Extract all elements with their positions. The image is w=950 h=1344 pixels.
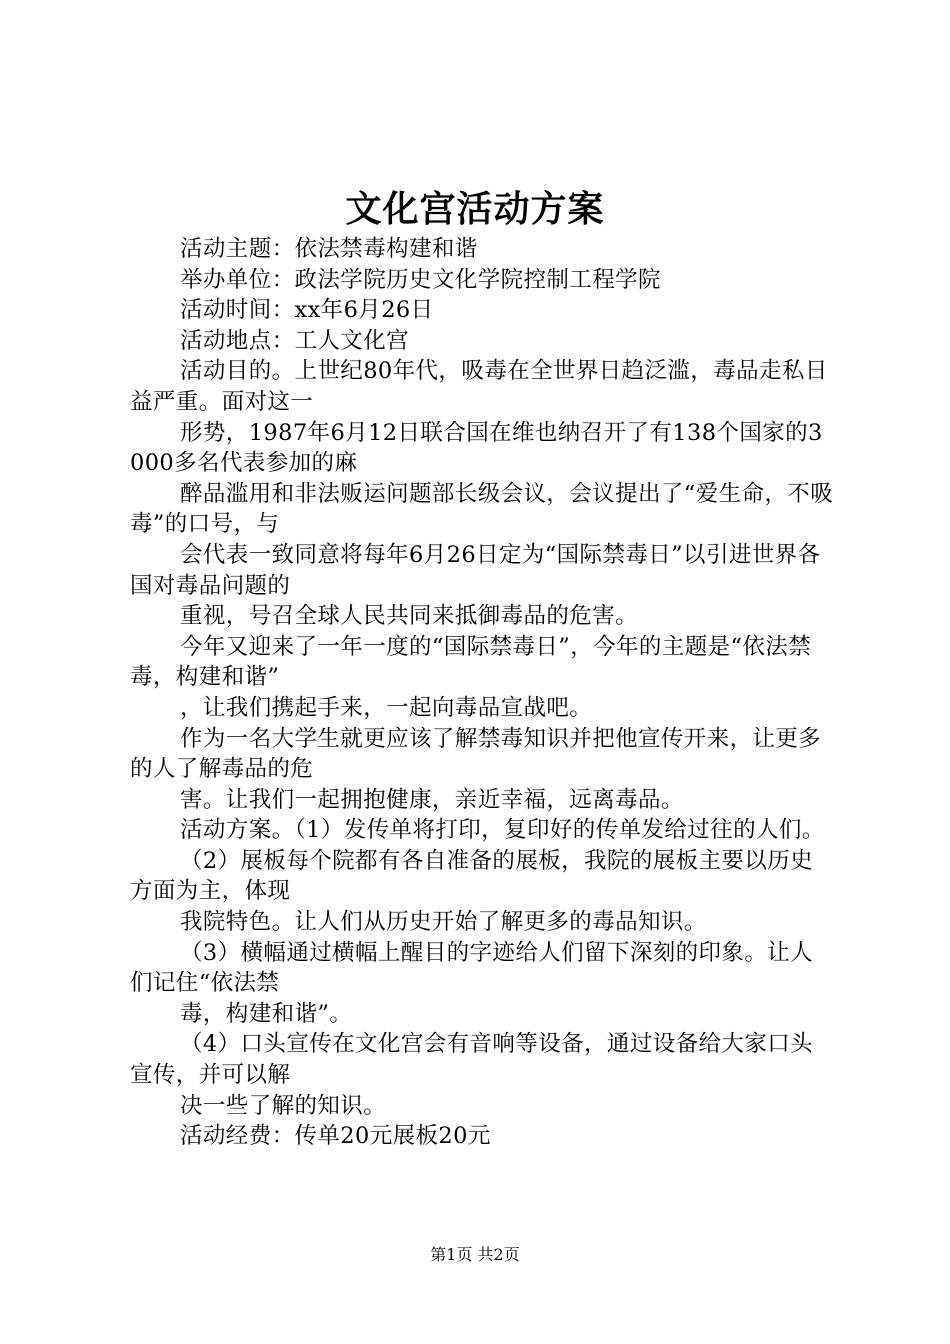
paragraph: 我院特色。让人们从历史开始了解更多的毒品知识。 [180,909,707,936]
paragraph: （2）展板每个院都有各自准备的展板，我院的展板主要以历史方面为主，体现 [130,847,814,905]
paragraph: 今年又迎来了一年一度的“国际禁毒日”，今年的主题是“依法禁毒，构建和谐” [130,633,812,691]
paragraph: 活动时间：xx年6月26日 [180,297,434,324]
paragraph: 举办单位：政法学院历史文化学院控制工程学院 [180,266,661,293]
document-body [130,234,834,1152]
paragraph: 重视，号召全球人民共同来抵御毒品的危害。 [180,603,639,630]
paragraph: 害。让我们一起拥抱健康，亲近幸福，远离毒品。 [180,786,684,813]
paragraph: 醉品滥用和非法贩运问题部长级会议，会议提出了“爱生命，不吸毒”的口号，与 [130,480,834,538]
paragraph: ，让我们携起手来，一起向毒品宣战吧。 [180,694,593,721]
page-footer: 第1页 共2页 [430,1245,520,1264]
paragraph: 活动经费：传单20元展板20元 [180,1123,491,1150]
paragraph: （3）横幅通过横幅上醒目的字迹给人们留下深刻的印象。让人们记住“依法禁 [130,939,814,997]
paragraph: 形势，1987年6月12日联合国在维也纳召开了有138个国家的3000多名代表参加的麻 [130,419,823,477]
paragraph: 活动方案。（1）发传单将打印，复印好的传单发给过往的人们。 [180,817,825,844]
paragraph: 活动地点：工人文化宫 [180,327,410,354]
paragraph: 会代表一致同意将每年6月26日定为“国际禁毒日”以引进世界各国对毒品问题的 [130,541,821,599]
document-title: 文化宫活动方案 [345,188,605,230]
paragraph: 活动主题：依法禁毒构建和谐 [180,236,478,262]
paragraph: 毒，构建和谐”。 [180,1000,353,1027]
paragraph: 作为一名大学生就更应该了解禁毒知识并把他宣传开来，让更多的人了解毒品的危 [130,725,822,783]
paragraph: 活动目的。上世纪80年代，吸毒在全世界日趋泛滥，毒品走私日益严重。面对这一 [130,358,828,415]
paragraph: 决一些了解的知识。 [180,1092,387,1119]
paragraph: （4）口头宣传在文化宫会有音响等设备，通过设备给大家口头宣传，并可以解 [130,1031,814,1089]
